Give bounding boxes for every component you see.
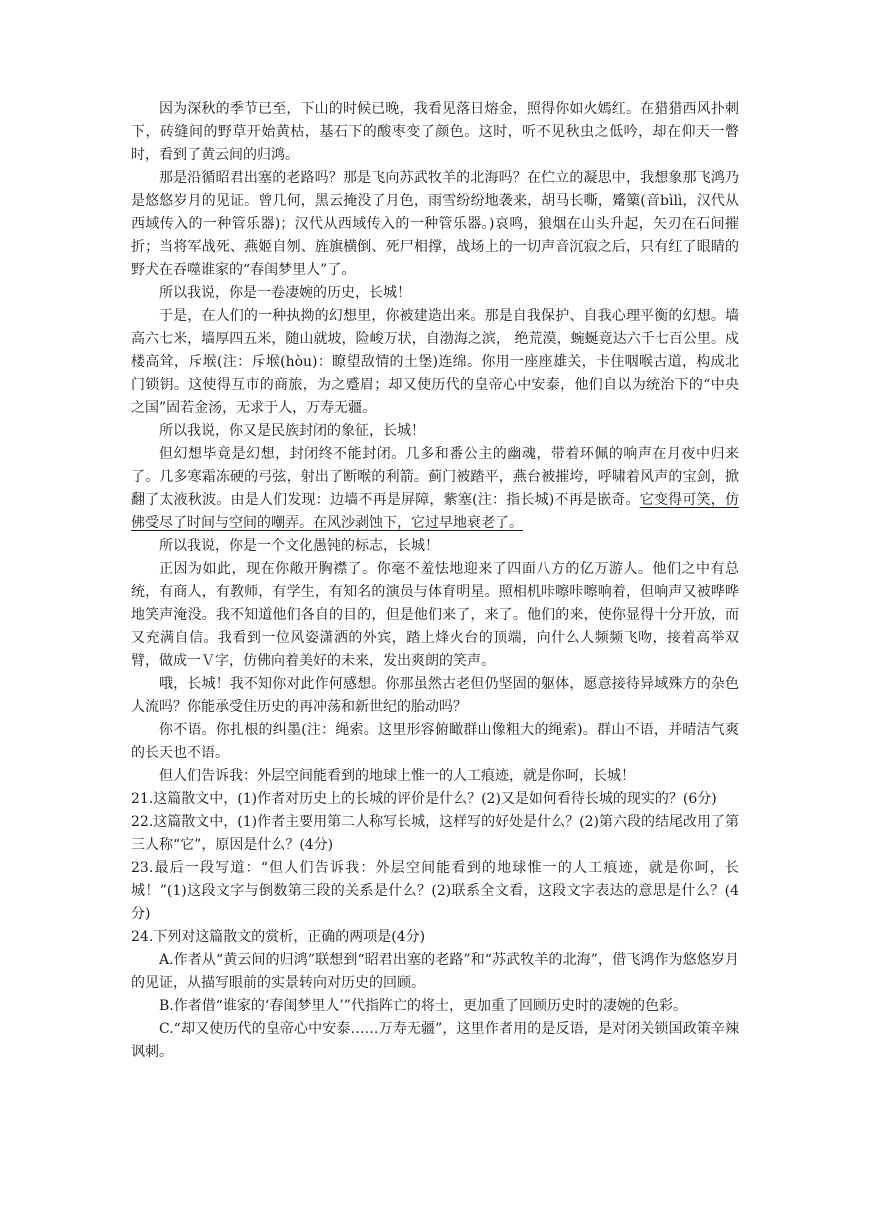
essay-paragraph-7: 所以我说，你是一个文化愚钝的标志，长城！ [159, 538, 439, 554]
essay-paragraph-6-text: 但幻想毕竟是幻想，封闭终不能封闭。几多和番公主的幽魂，带着环佩的响声在月夜中归来了。几多寒霜冻硬的弓弦，射出了断喉的利箭。蓟门被踏平，燕台被摧垮，呼啸着风声的宝剑，掀翻了太液秋波。由是人们发现：边墙不再是屏障，紫塞(注：指长城)不再是嵌奇。 [131, 446, 739, 508]
essay-paragraph-8: 正因为如此，现在你敞开胸襟了。你毫不羞怯地迎来了四面八方的亿万游人。他们之中有总统，有商人，有教师，有学生，有知名的演员与体育明星。照相机咔嚓咔嚓响着，但响声又被哗哗地笑声淹没。我不知道他们各自的目的，但是他们来了，来了。他们的来，使你显得十分开放，而又充满自信。我看到一位风姿潇洒的外宾，踏上烽火台的顶端，向什么人频频飞吻，接着高举双臂，做成一Ｖ字，仿佛向着美好的未来，发出爽朗的笑声。 [131, 561, 739, 669]
question-24: 24.下列对这篇散文的赏析，正确的两项是(4分) [131, 929, 426, 945]
question-23: 23.最后一段写道：“但人们告诉我：外层空间能看到的地球惟一的人工痕迹，就是你呵，长城！”(1)这段文字与倒数第三段的关系是什么？(2)联系全文看，这段文字表达的意思是什么？(4分) [131, 860, 739, 922]
essay-paragraph-9: 哦，长城！我不知你对此作何感想。你那虽然古老但仍坚固的躯体，愿意接待异域殊方的杂色人流吗？你能承受住历史的再冲荡和新世纪的胎动吗？ [131, 676, 739, 715]
essay-paragraph-6 [131, 443, 739, 535]
option-c: C.“却又使历代的皇帝心中安泰……万寿无疆”，这里作者用的是反语，是对闭关锁国政策辛辣讽刺。 [131, 1021, 739, 1060]
essay-paragraph-10: 你不语。你扎根的纠墨(注：绳索。这里形容俯瞰群山像粗大的绳索)。群山不语，并晴洁气爽的长天也不语。 [131, 722, 739, 761]
essay-paragraph-1: 因为深秋的季节已至，下山的时候已晚，我看见落日熔金，照得你如火嫣红。在猎猎西风扑刺下，砖缝间的野草开始黄枯，基石下的酸枣变了颜色。这时，听不见秋虫之低吟，却在仰天一瞥时，看到了黄云间的归鸿。 [131, 101, 739, 163]
essay-paragraph-3: 所以我说，你是一卷凄婉的历史，长城！ [159, 285, 411, 301]
essay-paragraph-2: 那是沿循昭君出塞的老路吗？那是飞向苏武牧羊的北海吗？在伫立的凝思中，我想象那飞鸿乃是悠悠岁月的见证。曾几何，黑云掩没了月色，雨雪纷纷地袭来，胡马长嘶，觱篥(音bìlì，汉代从西域传入的一种管乐器)；汉代从西域传入的一种管乐器。)哀鸣，狼烟在山头升起，矢刃在石间摧折；当将军战死、燕姬自刎、旌旗横倒、死尸相撑，战场上的一切声音沉寂之后，只有红了眼睛的野犬在吞噬谁家的“春闺梦里人”了。 [131, 170, 739, 278]
question-22: 22.这篇散文中，(1)作者主要用第二人称写长城，这样写的好处是什么？(2)第六段的结尾改用了第三人称“它”，原因是什么？(4分) [131, 814, 739, 853]
exam-page [131, 98, 739, 1064]
option-a: A.作者从“黄云间的归鸿”联想到“昭君出塞的老路”和“苏武牧羊的北海”，借飞鸿作为悠悠岁月的见证，从描写眼前的实景转向对历史的回顾。 [131, 952, 739, 991]
essay-paragraph-4: 于是，在人们的一种执拗的幻想里，你被建造出来。那是自我保护、自我心理平衡的幻想。墙高六七米，墙厚四五米，随山就坡，险峻万状，自渤海之滨， 绝荒漠，蜿蜒竟达六千七百公里。戍楼高耸，斥堠(注：斥堠(hòu)：瞭望敌情的土堡)连绵。你用一座座雄关，卡住咽喉古道，构成北门锁钥。这使得互市的商旅，为之蹙眉；却又使历代的皇帝心中安泰，他们自以为统治下的“中央之国”固若金汤，无求于人，万寿无疆。 [131, 308, 739, 416]
question-21: 21.这篇散文中，(1)作者对历史上的长城的评价是什么？(2)又是如何看待长城的现实的？(6分) [131, 791, 717, 807]
underlined-sentence: 它变得可笑，仿佛受尽了时间与空间的嘲弄。在风沙剥蚀下，它过早地衰老了。 [131, 492, 740, 531]
essay-paragraph-5: 所以我说，你又是民族封闭的象征，长城！ [159, 423, 425, 439]
essay-paragraph-11: 但人们告诉我：外层空间能看到的地球上惟一的人工痕迹，就是你呵，长城！ [159, 768, 635, 784]
option-b: B.作者借“谁家的‘春闺梦里人’”代指阵亡的将士，更加重了回顾历史时的凄婉的色彩。 [159, 998, 687, 1014]
